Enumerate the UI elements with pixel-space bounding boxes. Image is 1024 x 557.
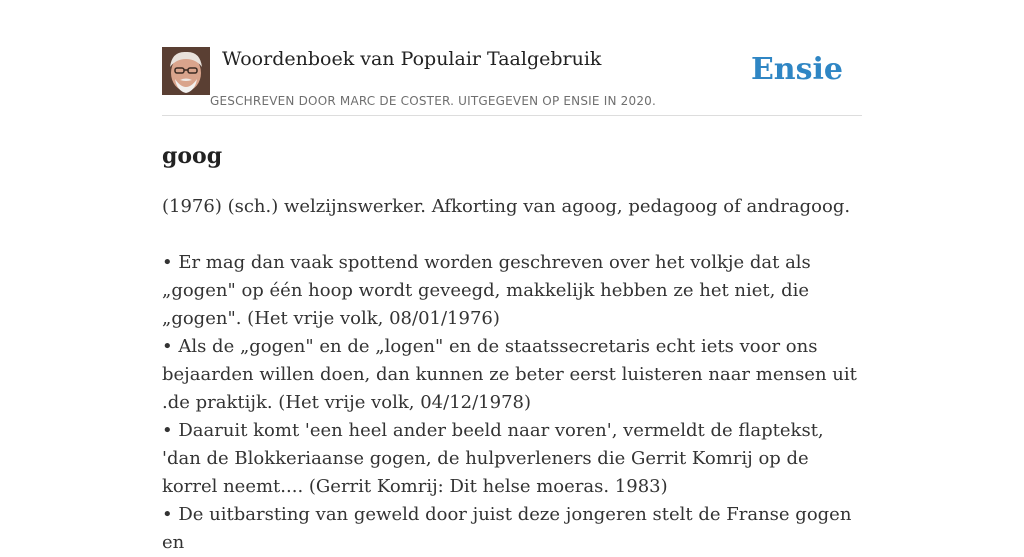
entry-word: goog <box>162 143 223 169</box>
entry-definition-body <box>162 193 862 557</box>
author-photo-icon <box>162 47 210 95</box>
page <box>162 0 862 557</box>
paragraph-spacer <box>162 221 862 249</box>
entry-header <box>162 46 862 116</box>
author-avatar[interactable] <box>162 47 210 95</box>
quote-item: • De uitbarsting van geweld door juist deze jongeren stelt de Franse gogen en <box>162 504 852 553</box>
quote-item: • Daaruit komt 'een heel ander beeld naar voren', vermeldt de flaptekst, 'dan de Blokkeriaanse gogen, de hulpverleners die Gerrit Komrij op de korrel neemt.... (Gerrit Komrij: Dit helse moeras. 1983) <box>162 420 824 497</box>
ensie-logo-link[interactable]: Ensie <box>750 52 843 87</box>
quote-item: • Als de „gogen" en de „logen" en de staatssecretaris echt iets voor ons bejaarden willen doen, dan kunnen ze beter eerst luisteren naar mensen uit .de praktijk. (Het vrije volk, 04/12/1978) <box>162 336 857 413</box>
book-title[interactable]: Woordenboek van Populair Taalgebruik <box>222 48 602 70</box>
definition-text: (1976) (sch.) welzijnswerker. Afkorting van agoog, pedagoog of andragoog. <box>162 196 851 217</box>
byline: GESCHREVEN DOOR MARC DE COSTER. UITGEGEVEN OP ENSIE IN 2020. <box>210 94 656 108</box>
quote-item: • Er mag dan vaak spottend worden geschreven over het volkje dat als „gogen" op één hoop wordt geveegd, makkelijk hebben ze het niet, die „gogen". (Het vrije volk, 08/01/1976) <box>162 252 811 329</box>
